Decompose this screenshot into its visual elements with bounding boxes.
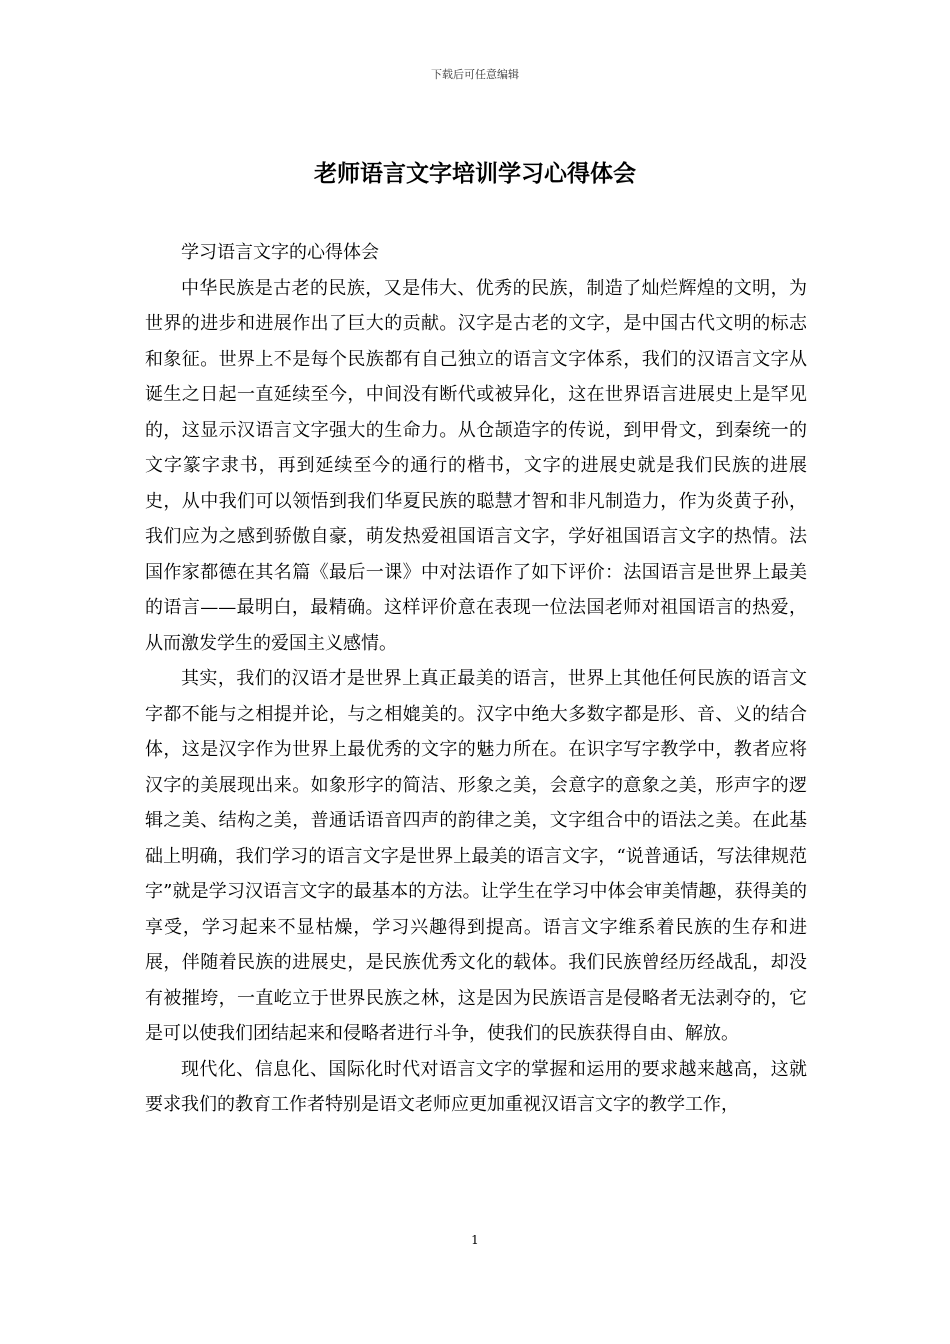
paragraph: 现代化、信息化、国际化时代对语言文字的掌握和运用的要求越来越高，这就要求我们的教育工作者特别是语文老师应更加重视汉语言文字的教学工作， (145, 1058, 807, 1115)
paragraph: 其实，我们的汉语才是世界上真正最美的语言，世界上其他任何民族的语言文字都不能与之相提并论，与之相媲美的。汉字中绝大多数字都是形、音、义的结合体，这是汉字作为世界上最优秀的文字的魅力所在。在识字写字教学中，教者应将汉字的美展现出来。如象形字的简洁、形象之美，会意字的意象之美，形声字的逻辑之美、结构之美，普通话语音四声的韵律之美，文字组合中的语法之美。在此基础上明确，我们学习的语言文字是世界上最美的语言文字，“说普通话，写法律规范字”就是学习汉语言文字的最基本的方法。让学生在学习中体会审美情趣，获得美的享受，学习起来不显枯燥，学习兴趣得到提高。语言文字维系着民族的生存和进展，伴随着民族的进展史，是民族优秀文化的载体。我们民族曾经历经战乱，却没有被摧垮，一直屹立于世界民族之林，这是因为民族语言是侵略者无法剥夺的，它是可以使我们团结起来和侵略者进行斗争，使我们的民族获得自由、解放。 (145, 668, 807, 1044)
paragraph: 中华民族是古老的民族，又是伟大、优秀的民族，制造了灿烂辉煌的文明，为世界的进步和进展作出了巨大的贡献。汉字是古老的文字，是中国古代文明的标志和象征。世界上不是每个民族都有自己独立的语言文字体系，我们的汉语言文字从诞生之日起一直延续至今，中间没有断代或被异化，这在世界语言进展史上是罕见的，这显示汉语言文字强大的生命力。从仓颉造字的传说，到甲骨文，到秦统一的文字篆字隶书，再到延续至今的通行的楷书，文字的进展史就是我们民族的进展史，从中我们可以领悟到我们华夏民族的聪慧才智和非凡制造力，作为炎黄子孙，我们应为之感到骄傲自豪，萌发热爱祖国语言文字，学好祖国语言文字的热情。法国作家都德在其名篇《最后一课》中对法语作了如下评价：法国语言是世界上最美的语言——最明白，最精确。这样评价意在表现一位法国老师对祖国语言的热爱，从而激发学生的爱国主义感情。 (145, 277, 807, 654)
header-note: 下载后可任意编辑 (431, 68, 519, 81)
document-title: 老师语言文字培训学习心得体会 (314, 160, 636, 187)
document-body (145, 235, 807, 1123)
page-number: 1 (471, 1233, 479, 1247)
paragraph-subtitle: 学习语言文字的心得体会 (181, 242, 379, 263)
